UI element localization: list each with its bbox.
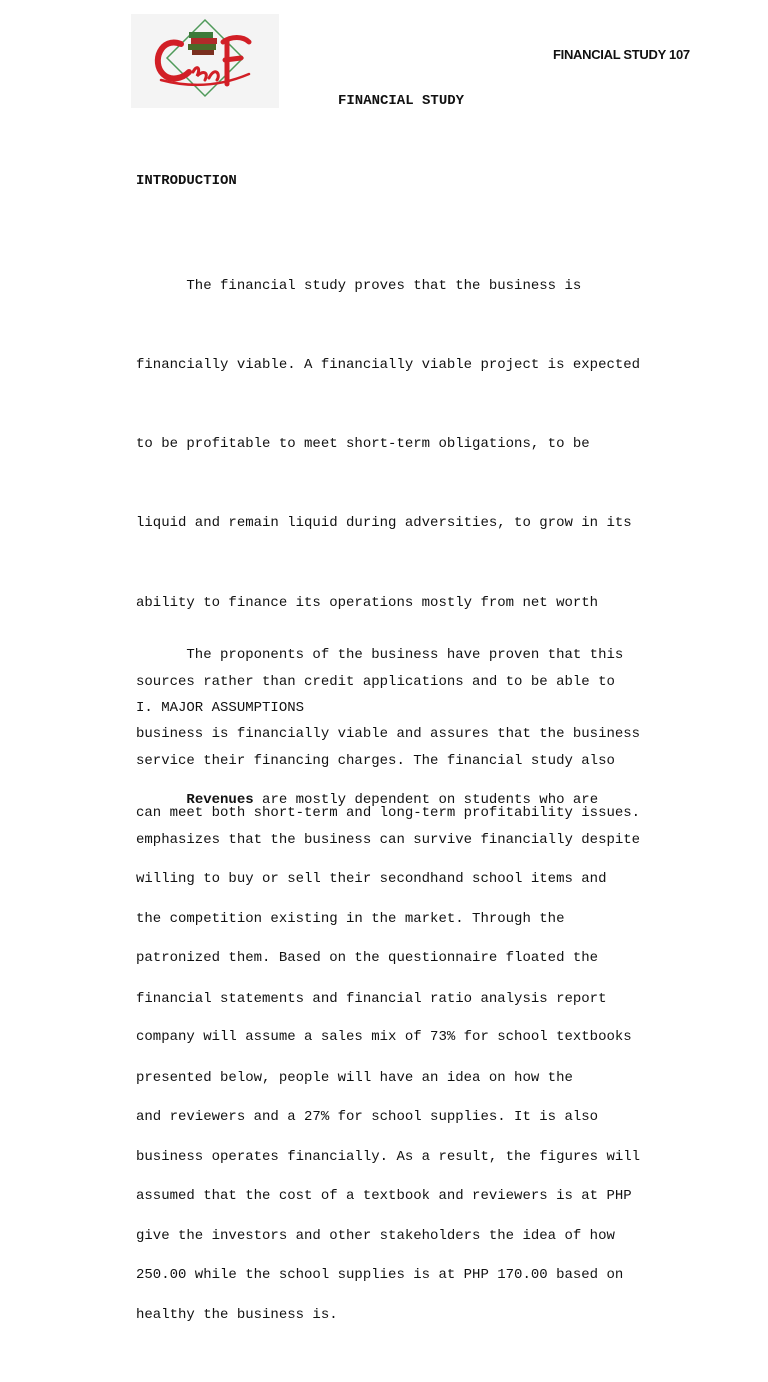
introduction-heading: INTRODUCTION (136, 173, 237, 189)
text-line: liquid and remain liquid during adversities, to grow in its (136, 515, 632, 532)
revenues-line-rest: are mostly dependent on students who are (253, 791, 599, 808)
text-line: patronized them. Based on the questionnaire floated the (136, 950, 599, 967)
text-line: financial statements and financial ratio analysis report (136, 990, 607, 1007)
text-line: give the investors and other stakeholders the idea of how (136, 1228, 615, 1245)
text-line: sources rather than credit applications and to be able to (136, 673, 615, 690)
text-line: the competition existing in the market. Through the (136, 911, 565, 928)
text-line: healthy the business is. (136, 1307, 338, 1324)
text-line: The financial study proves that the business is (136, 277, 582, 294)
text-line: and reviewers and a 27% for school supplies. It is also (136, 1108, 599, 1125)
text-line: to be profitable to meet short-term obligations, to be (136, 436, 590, 453)
text-line: assumed that the cost of a textbook and reviewers is at PHP (136, 1187, 632, 1204)
document-title: FINANCIAL STUDY (338, 93, 465, 109)
text-line: presented below, people will have an idea on how the (136, 1069, 573, 1086)
text-line: service their financing charges. The financial study also (136, 753, 615, 770)
page-header-label: FINANCIAL STUDY 107 (553, 47, 690, 62)
logo-graphic (131, 14, 279, 108)
text-line: 250.00 while the school supplies is at PHP 170.00 based on (136, 1267, 624, 1284)
text-line: business operates financially. As a result, the figures will (136, 1149, 641, 1166)
revenues-term: Revenues (186, 791, 254, 808)
text-line: can meet both short-term and long-term profitability issues. (136, 805, 641, 822)
major-assumptions-heading: I. MAJOR ASSUMPTIONS (136, 700, 305, 716)
text-line: emphasizes that the business can survive financially despite (136, 832, 641, 849)
text-line: financially viable. A financially viable project is expected (136, 357, 641, 374)
text-line: willing to buy or sell their secondhand school items and (136, 871, 607, 888)
text-line: company will assume a sales mix of 73% for school textbooks (136, 1029, 632, 1046)
text-line: The proponents of the business have proven that this (136, 646, 624, 663)
text-line: business is financially viable and assures that the business (136, 726, 641, 743)
company-logo (131, 14, 279, 108)
text-line: ability to finance its operations mostly from net worth (136, 594, 599, 611)
revenues-paragraph (136, 734, 632, 1341)
text-line (136, 787, 632, 813)
